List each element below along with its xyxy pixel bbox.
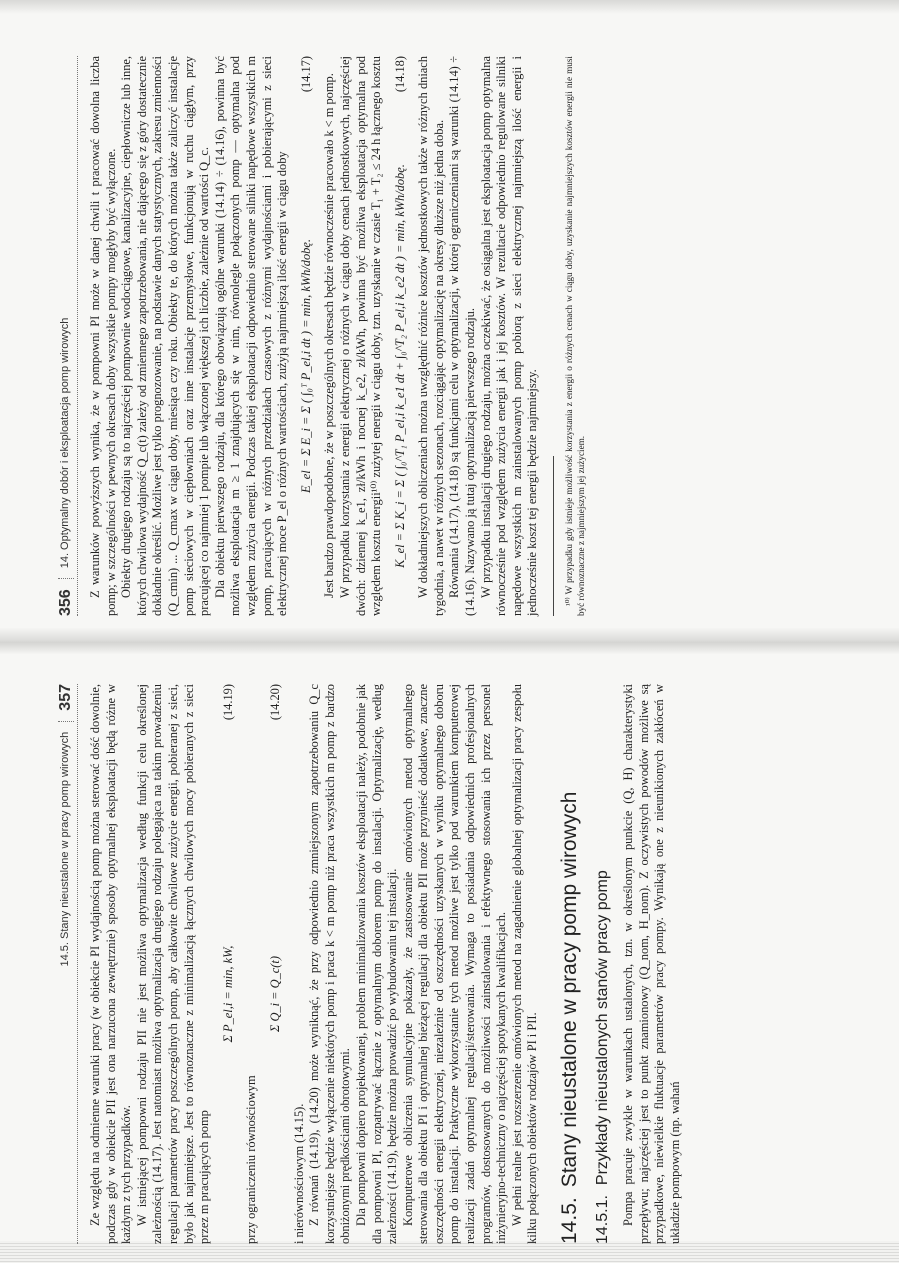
equation-14-17	[299, 56, 315, 616]
equation-14-20	[268, 684, 284, 1244]
footnote: ¹⁰⁾ W przypadku gdy istnieje możliwość korzystania z energii o różnych cenach w ciągu doby, uzyskanie najmniejszych kosztów energii nie musi być równoznaczne z najmniejszym jej zużyciem.	[564, 56, 587, 616]
page-number: 357	[58, 684, 74, 722]
equation-number: (14.20)	[267, 684, 282, 721]
page-356	[55, 56, 845, 616]
page-number: 356	[58, 578, 74, 616]
subsection-title: Przykłady nieustalonych stanów pracy pomp	[594, 870, 612, 1186]
paragraph: i nierównościowym (14.15).	[291, 1103, 306, 1244]
paragraph: Z warunków powyższych wynika, że w pompowni PI może w danej chwili t pracować dowolna liczba pomp; w szczególności w pewnych okresach doby wszystkie pompy mogłyby być wyłączone.	[88, 56, 118, 616]
paragraph: Dla pompowni dopiero projektowanej, problem minimalizowania kosztów eksploatacji należy, podobnie jak dla pompowni PI, rozpatrywać łącznie z optymalnym doborem pomp do instalacji. Optymalizację, według zależności (14.19), będzie można prowadzić po wybudowaniu tej instalacji.	[353, 684, 400, 1244]
equation-number: (14.18)	[392, 56, 407, 93]
scan-edge-top	[0, 0, 899, 14]
equation-number: (14.17)	[298, 56, 313, 93]
paragraph: Dla obiektu pierwszego rodzaju, dla którego obowiązują ogólne warunki (14.14) ÷ (14.16), powinna być możliwa eksploatacja m ≥ 1 znajdujących się w nim, równolegle połączonych pomp — optymalna pod względem zużycia energii. Podczas takiej eksploatacji odpowiednio sterowane silniki napędowe wszystkich m pomp, pracujących w różnych przedziałach czasowych z różnymi wydajnościami i pobierającymi z sieci elektrycznej moce P_el o różnych wartościach, zużyją najmniejszą ilość energii w ciągu doby	[212, 56, 290, 616]
book-gutter	[0, 628, 899, 654]
paragraph: Ze względu na odmienne warunki pracy (w obiekcie PI wydajnością pomp można sterować dość dowolnie, podczas gdy w obiekcie PII jest ona narzucona zewnętrznie) sposoby optymalnej eksploatacji będą różne w każdym z tych przypadków.	[88, 684, 134, 1244]
paragraph: Jest bardzo prawdopodobne, że w poszczególnych okresach będzie równocześnie pracowało k < m pomp.	[322, 73, 337, 598]
equation-number: (14.19)	[220, 684, 235, 721]
equation-14-18	[393, 56, 409, 616]
subsection-heading	[593, 684, 613, 1244]
paragraph: W istniejącej pompowni rodzaju PII nie jest możliwa optymalizacja według funkcji celu określonej zależnością (14.17). Jest natomiast możliwa optymalizacja drugiego rodzaju polegająca na takim prowadzeniu regulacji parametrów pracy poszczególnych pomp, aby całkowite chwilowe zużycie energii, pobieranej z sieci, było jak najmniejsze. Jest to równoznaczne z minimalizacją łącznych chwilowych mocy pobieranych z sieci przez m pracujących pomp	[134, 684, 212, 1244]
footnote-rule	[553, 456, 554, 616]
section-heading	[557, 684, 583, 1244]
equation-14-19	[221, 684, 237, 1244]
equation-body: Σ Q_i = Q_c(t)	[267, 956, 282, 1032]
paragraph: W pełni realne jest rozszerzenie omówionych metod na zagadnienie globalnej optymalizacji pracy zespołu kilku połączonych obiektów rodzajów PI i PII.	[509, 684, 540, 1244]
section-number: 14.5.	[558, 1197, 582, 1244]
paragraph: W dokładniejszych obliczeniach można uwzględnić różnice kosztów jednostkowych także w różnych dniach tygodnia, a nawet w różnych sezonach, rozciągając optymalizację na okresy dłuższe niż jedna doba.	[416, 56, 446, 616]
paragraph: Komputerowe obliczenia symulacyjne pokazały, że zastosowanie omówionych metod optymalnego sterowania dla obiektu PI i optymalnej bieżącej regulacji dla obiektu PII może przynieść dodatkowe, znaczne oszczędności energii elektrycznej, niezależnie od oszczędności uzyskanych w wyniku optymalnego doboru pomp do instalacji. Praktyczne wykorzystanie tych metod możliwe jest tylko pod warunkiem komputerowej realizacji zadań optymalnej regulacji/sterowania. Wymaga to posiadania odpowiednich profesjonalnych programów, dostosowanych do możliwości zainstalowania i efektywnego stosowania ich przez personel inżynieryjno-techniczny o najczęściej spotykanych kwalifikacjach.	[400, 684, 509, 1244]
paragraph: przy ograniczeniu równościowym	[244, 1075, 259, 1244]
subsection-number: 14.5.1.	[594, 1195, 612, 1244]
paragraph: Obiekty drugiego rodzaju są to najczęściej pompownie wodociągowe, kanalizacyjne, ciepłownicze lub inne, których chwilowa wydajność Q_c(t) zależy od zmiennego zapotrzebowania, nie dającego się z góry dostatecznie dokładnie określić. Możliwe jest tylko prognozowanie, na podstawie danych statystycznych, zakresu zmienności (Q_cmin) ... Q_cmax w ciągu doby, miesiąca czy roku. Obiekty te, do których można także zaliczyć instalacje pomp sieciowych w ciepłowniach oraz inne instalacje przemysłowe, funkcjonują w ruchu ciągłym, przy pracującej co najmniej 1 pompie lub włączonej większej ich liczbie, zależnie od wartości Q_c.	[119, 56, 212, 616]
equation-body: Σ P_el,i = min, kW,	[220, 945, 235, 1043]
running-head-left	[55, 56, 78, 616]
paragraph: Pompa pracuje zwykle w warunkach ustalonych, tzn. w określonym punkcie (Q, H) charakterystyki przepływu; najczęściej jest to punkt znamionowy (Q_nom, H_nom). Z oczywistych powodów możliwe są przypadkowe, niewielkie fluktuacje parametrów pracy pompy. Wynikają one z nieunikionych zakłóceń w układzie pompowym (np. wahań	[621, 684, 682, 1244]
running-head-right	[55, 684, 78, 1244]
running-head-text: 14. Optymalny dobór i eksploatacja pomp wirowych	[59, 317, 72, 569]
scan-edge-bottom	[0, 1241, 899, 1263]
paragraph: W przypadku korzystania z energii elektrycznej o różnych w ciągu doby cenach jednostkowych, najczęściej dwóch: dziennej k_e1, zł/kWh i nocnej k_e2, zł/kWh, powinna być możliwa eksploatacja optymalna pod względem kosztu energii¹⁰⁾ zużytej energii w ciągu doby, tzn. uzyskanie w czasie T₁ + T₂ ≤ 24 h łącznego kosztu	[337, 56, 384, 616]
equation-body: E_el = Σ E_i = Σ ( ∫₀ᵀ P_el,i dt ) = min, kWh/dobę.	[298, 239, 313, 493]
equation-body: K_el = Σ K_i = Σ ( ∫₀^T₁ P_el,i k_e1 dt + ∫₀^T₂ P_el,i k_e2 dt ) = min, kWh/dobę.	[392, 164, 407, 568]
paragraph: W przypadku instalacji drugiego rodzaju, można oczekiwać, że osiągalna jest eksploatacja pomp optymalna równocześnie pod względem zużycia energii jak i jej kosztów. W rezultacie odpowiednio regulowane silniki napędowe wszystkich m zainstalowanych pomp pobiorą z sieci elektrycznej najmniejszą ilość energii i jednocześnie koszt tej energii będzie najmniejszy.	[478, 56, 540, 616]
paragraph: Z równań (14.19), (14.20) może wyniknąć, że przy odpowiednio zmniejszonym zapotrzebowaniu Q_c korzystniejsze będzie wyłączenie niektórych pomp i praca k < m pomp niż praca wszystkich m pomp z bardzo obniżonymi prędkościami obrotowymi.	[307, 684, 353, 1244]
paragraph: Równania (14.17), (14.18) są funkcjami celu w optymalizacji, w której ograniczeniami są warunki (14.14) ÷ (14.16). Nazywano ją tutaj optymalizacją pierwszego rodzaju.	[447, 56, 478, 616]
running-head-text: 14.5. Stany nieustalone w pracy pomp wirowych	[59, 731, 72, 967]
section-title: Stany nieustalone w pracy pomp wirowych	[558, 791, 582, 1188]
page-357	[55, 684, 845, 1244]
